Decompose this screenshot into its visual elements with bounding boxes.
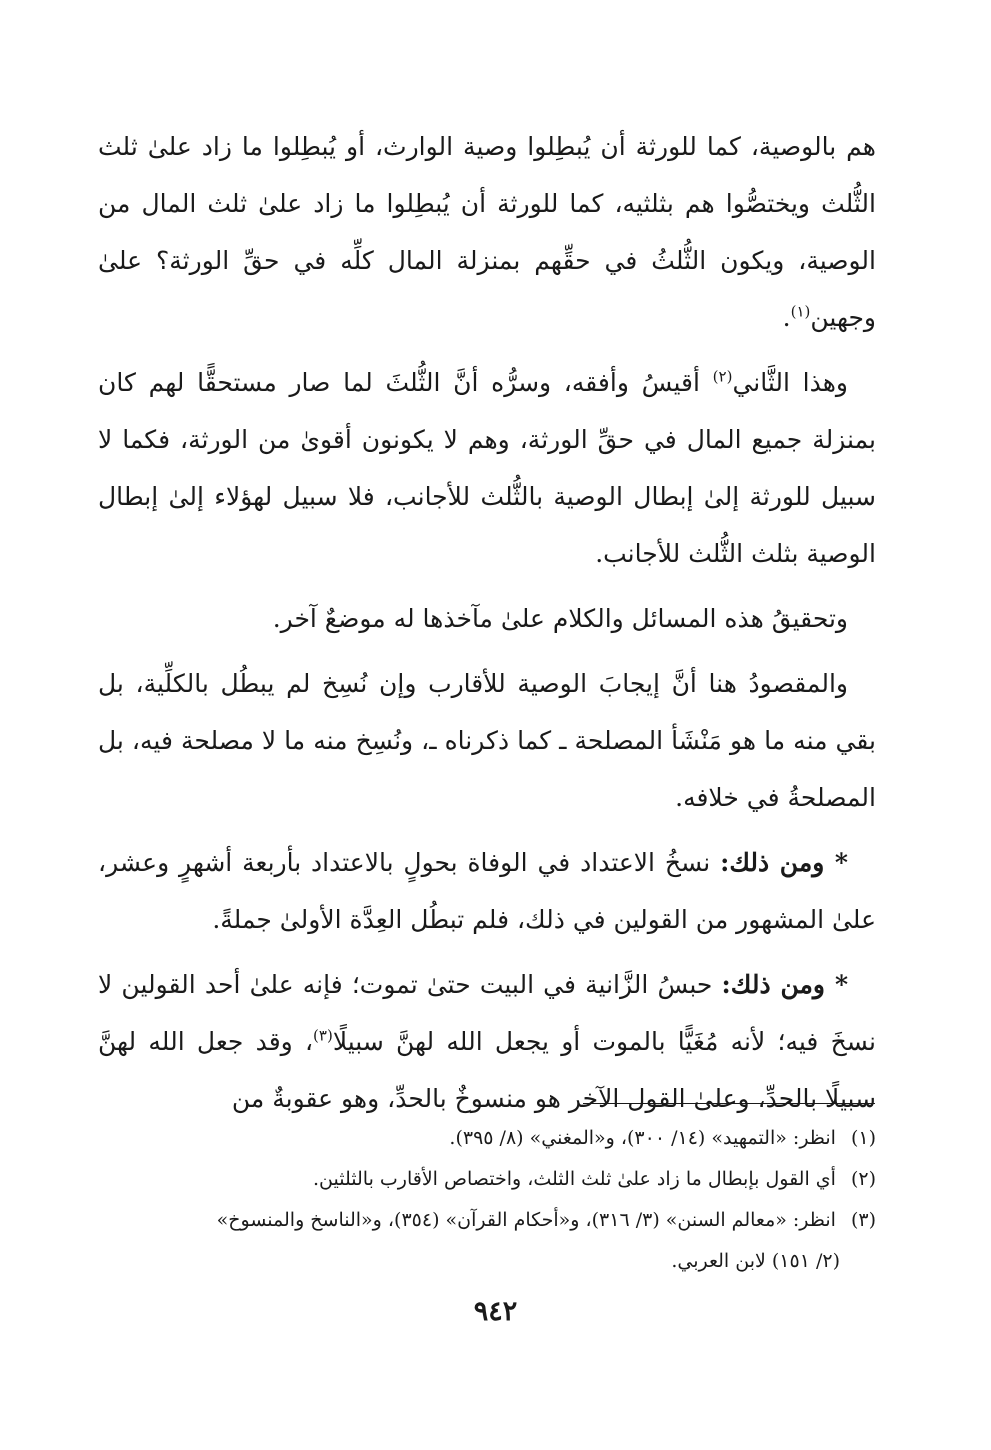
footnote-ref-2: (٢): [712, 367, 733, 386]
paragraph-5: [98, 834, 876, 948]
footnote-text: أي القول بإبطال ما زاد علىٰ ثلث الثلث، واختصاص الأقارب بالثلثين.: [313, 1168, 836, 1190]
footnote-number: (٢): [850, 1168, 876, 1190]
paragraph-2: [98, 354, 876, 582]
paragraph-1: [98, 118, 876, 346]
asterisk-marker: *: [834, 970, 849, 999]
paragraph-5-lead: ومن ذلك:: [720, 848, 835, 877]
footnote-number: (١): [850, 1127, 876, 1149]
footnote-text: انظر: «معالم السنن» (٣/ ٣١٦)، و«أحكام القرآن» (٣٥٤)، و«الناسخ والمنسوخ»: [216, 1209, 836, 1231]
footnote-text: انظر: «التمهيد» (١٤/ ٣٠٠)، و«المغني» (٨/ ٣٩٥).: [449, 1127, 836, 1149]
paragraph-4: والمقصودُ هنا أنَّ إيجابَ الوصية للأقارب وإن نُسِخ لم يبطُل بالكلِّية، بل بقي منه ما هو مَنْشَأ المصلحة ـ كما ذكرناه ـ، ونُسِخ منه ما لا مصلحة فيه، بل المصلحةُ في خلافه.: [98, 669, 876, 812]
footnote-separator: [583, 1103, 875, 1104]
asterisk-marker: *: [834, 848, 848, 877]
main-text: [98, 118, 876, 1135]
footnote-ref-3: (٣): [313, 1026, 333, 1045]
paragraph-1-text: هم بالوصية، كما للورثة أن يُبطِلوا وصية الوارث، أو يُبطِلوا ما زاد علىٰ ثلث الثُّلث ويختصُّوا هم بثلثيه، كما للورثة أن يُبطِلوا ما زاد علىٰ ثلث المال من الوصية، ويكون الثُّلثُ في حقِّهم بمنزلة المال كلِّه في حقِّ الورثة؟ علىٰ وجهين: [98, 132, 876, 332]
footnote-ref-1: (١): [790, 302, 811, 321]
paragraph-2-text-a: وهذا الثَّاني: [732, 368, 849, 397]
footnote-3-continuation: (٢/ ١٥١) لابن العربي.: [671, 1250, 840, 1272]
page-number: ٩٤٢: [473, 1296, 518, 1327]
paragraph-6: [98, 956, 876, 1127]
paragraph-3: وتحقيقُ هذه المسائل والكلام علىٰ مآخذها له موضعٌ آخر.: [272, 604, 848, 633]
paragraph-5-text: نسخُ الاعتداد في الوفاة بحولٍ بالاعتداد بأربعة أشهرٍ وعشر، علىٰ المشهور من القولين في ذلك، فلم تبطُل العِدَّة الأولىٰ جملةً.: [98, 848, 876, 934]
footnote-2: [98, 1159, 876, 1200]
paragraph-6-lead: ومن ذلك:: [721, 970, 835, 999]
paragraph-2-text-b: أقيسُ وأفقه، وسرُّه أنَّ الثُّلثَ لما صار مستحقًّا لهم كان بمنزلة جميع المال في حقِّ الورثة، وهم لا يكونون أقوىٰ من الورثة، فكما لا سبيل للورثة إلىٰ إبطال الوصية بالثُّلث للأجانب، فلا سبيل لهؤلاء إلىٰ إبطال الوصية بثلث الثُّلث للأجانب.: [98, 368, 876, 568]
footnote-1: [98, 1118, 876, 1159]
paragraph-1-end: .: [782, 303, 791, 332]
footnote-number: (٣): [850, 1209, 876, 1231]
footnotes: [98, 1118, 876, 1282]
paragraph-6-text-b: ، وقد جعل الله لهنَّ سبيلًا بالحدِّ، وعلىٰ القول الآخر هو منسوخٌ بالحدِّ، وهو عقوبةٌ من: [98, 1027, 876, 1113]
footnote-3: [98, 1200, 876, 1241]
paragraph-6-text-a: حبسُ الزَّانية في البيت حتىٰ تموت؛ فإنه علىٰ أحد القولين لا نسخَ فيه؛ لأنه مُغَيًّا بالموت أو يجعل الله لهنَّ سبيلًا: [98, 970, 876, 1056]
